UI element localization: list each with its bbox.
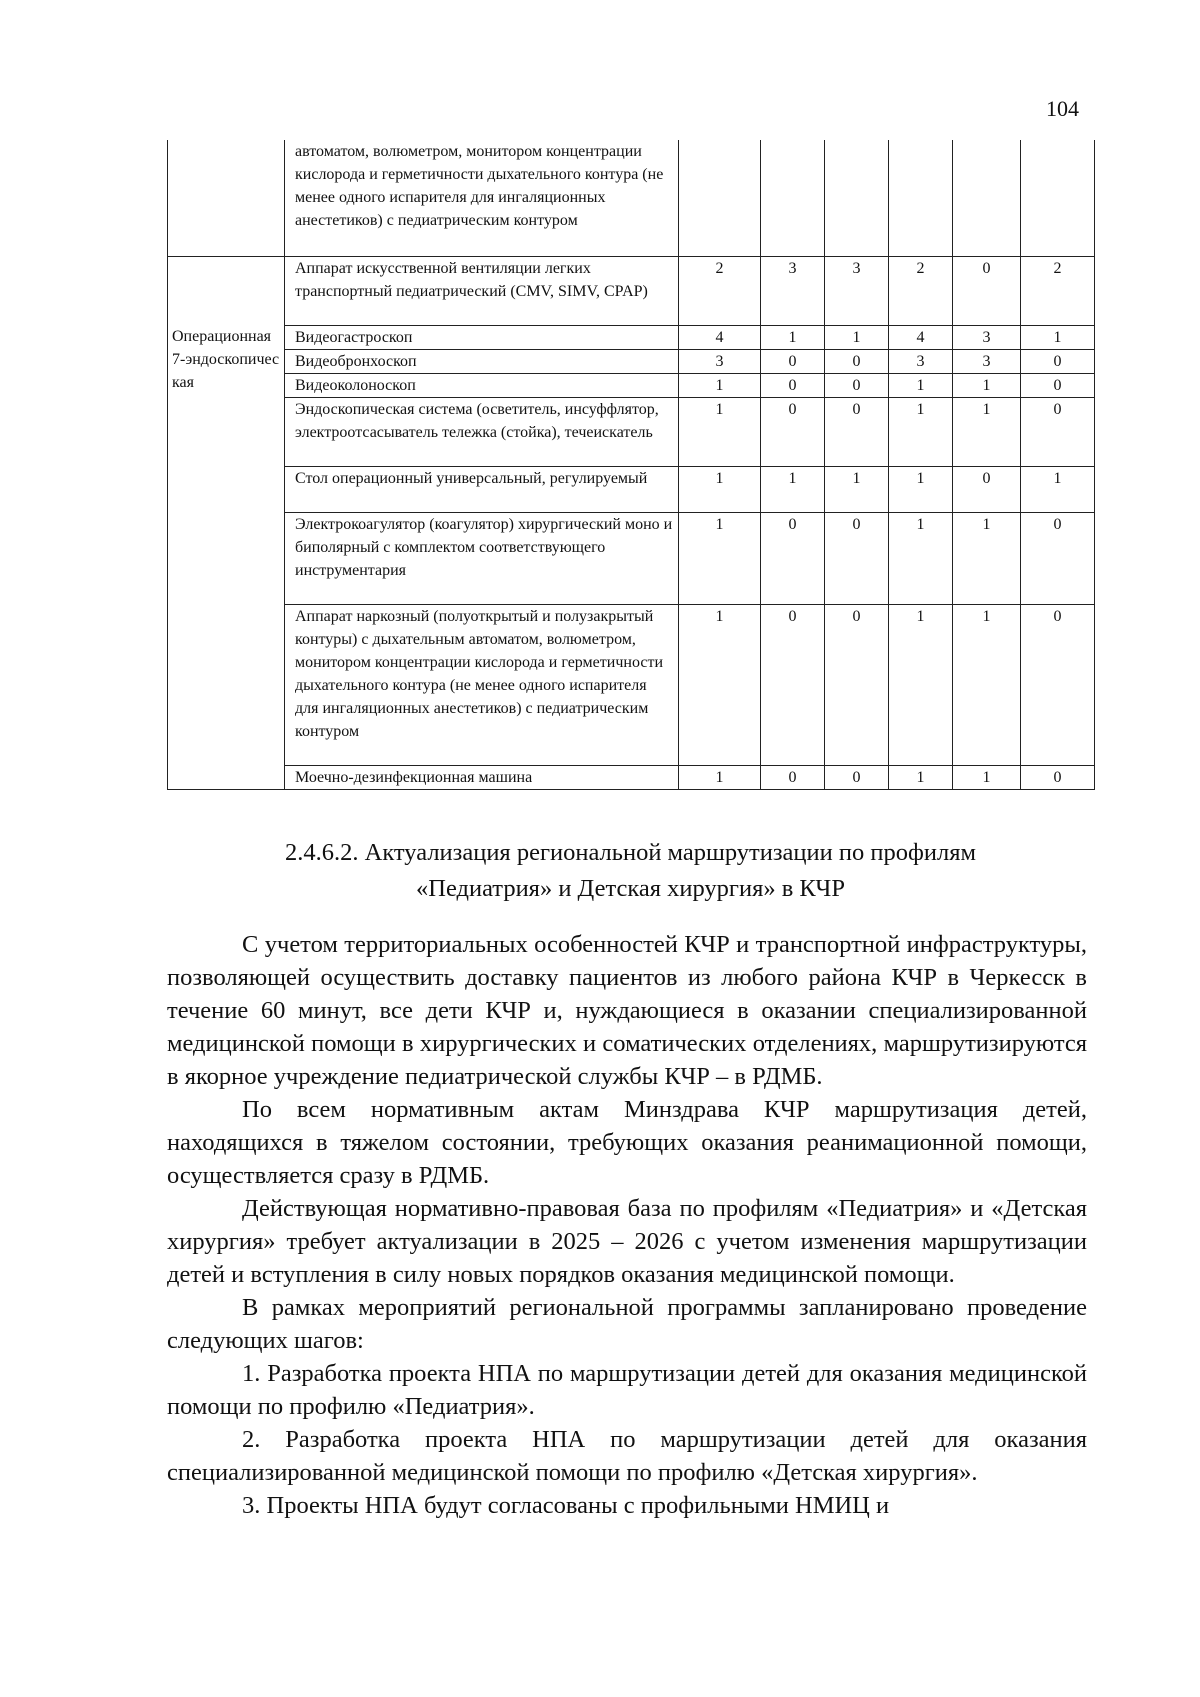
equipment-name: Эндоскопическая система (осветитель, инсуффлятор, электроотсасыватель тележка (стойка), течеискатель [285,397,679,466]
quantity-cell: 1 [953,373,1021,397]
quantity-cell: 0 [761,512,825,604]
quantity-cell [953,140,1021,256]
list-item-2: 2. Разработка проекта НПА по маршрутизации детей для оказания специализированной медицинской помощи по профилю «Детская хирургия». [167,1426,1087,1486]
quantity-cell: 0 [825,373,889,397]
section-label: Операционная 7-эндоскопическая [168,325,285,789]
body-text [167,928,1087,1522]
quantity-cell: 1 [953,604,1021,765]
page-number: 104 [1046,96,1079,121]
quantity-cell: 0 [761,397,825,466]
equipment-table-body [168,140,1095,789]
section-cell-blank [168,256,285,325]
quantity-cell: 3 [825,256,889,325]
quantity-cell: 0 [761,765,825,789]
equipment-name: Аппарат наркозный (полуоткрытый и полузакрытый контуры) с дыхательным автоматом, волюметром, монитором концентрации кислорода и герметичности дыхательного контура (не менее одного испарителя для ингаляционных анестетиков) с педиатрическим контуром [285,604,679,765]
quantity-cell: 0 [825,397,889,466]
quantity-cell: 1 [953,512,1021,604]
quantity-cell: 3 [953,349,1021,373]
quantity-cell: 0 [1021,765,1095,789]
quantity-cell: 0 [825,349,889,373]
quantity-cell: 0 [761,349,825,373]
quantity-cell: 0 [1021,604,1095,765]
quantity-cell: 1 [889,604,953,765]
paragraph-4: В рамках мероприятий региональной программы запланировано проведение следующих шагов: [167,1294,1087,1354]
equipment-name: Стол операционный универсальный, регулируемый [285,466,679,512]
quantity-cell: 0 [953,256,1021,325]
quantity-cell: 2 [679,256,761,325]
quantity-cell: 3 [761,256,825,325]
quantity-cell: 1 [889,512,953,604]
quantity-cell: 2 [1021,256,1095,325]
quantity-cell: 0 [1021,397,1095,466]
section-heading [167,835,1094,907]
quantity-cell: 1 [825,466,889,512]
equipment-name: Видеогастроскоп [285,325,679,349]
quantity-cell: 0 [1021,373,1095,397]
quantity-cell: 3 [889,349,953,373]
table-row [168,512,1095,604]
quantity-cell: 0 [761,373,825,397]
quantity-cell: 0 [825,604,889,765]
table-row [168,765,1095,789]
quantity-cell [679,140,761,256]
paragraph-3: Действующая нормативно-правовая база по профилям «Педиатрия» и «Детская хирургия» требует актуализации в 2025 – 2026 с учетом изменения маршрутизации детей и вступления в силу новых порядков оказания медицинской помощи. [167,1195,1087,1288]
quantity-cell: 0 [825,512,889,604]
equipment-name: Моечно-дезинфекционная машина [285,765,679,789]
quantity-cell: 1 [679,604,761,765]
quantity-cell [889,140,953,256]
quantity-cell: 1 [679,512,761,604]
quantity-cell: 0 [825,765,889,789]
paragraph-2: По всем нормативным актам Минздрава КЧР маршрутизация детей, находящихся в тяжелом состоянии, требующих оказания реанимационной помощи, осуществляется сразу в РДМБ. [167,1096,1087,1189]
table-row [168,256,1095,325]
quantity-cell: 3 [679,349,761,373]
equipment-name: автоматом, волюметром, монитором концентрации кислорода и герметичности дыхательного контура (не менее одного испарителя для ингаляционных анестетиков) с педиатрическим контуром [285,140,679,256]
quantity-cell: 1 [1021,466,1095,512]
quantity-cell: 4 [889,325,953,349]
equipment-name: Видеоколоноскоп [285,373,679,397]
table-row [168,140,1095,256]
quantity-cell: 1 [761,325,825,349]
table-row [168,466,1095,512]
quantity-cell: 1 [825,325,889,349]
quantity-cell: 0 [1021,512,1095,604]
list-item-1: 1. Разработка проекта НПА по маршрутизации детей для оказания медицинской помощи по профилю «Педиатрия». [167,1360,1087,1420]
quantity-cell: 1 [889,765,953,789]
quantity-cell: 1 [889,466,953,512]
quantity-cell: 1 [889,397,953,466]
quantity-cell: 1 [953,765,1021,789]
quantity-cell: 3 [953,325,1021,349]
quantity-cell: 1 [953,397,1021,466]
quantity-cell: 1 [679,397,761,466]
quantity-cell: 0 [761,604,825,765]
table-row [168,604,1095,765]
quantity-cell: 2 [889,256,953,325]
equipment-name: Аппарат искусственной вентиляции легких транспортный педиатрический (CMV, SIMV, CPAP) [285,256,679,325]
quantity-cell: 0 [953,466,1021,512]
table-row [168,373,1095,397]
quantity-cell: 1 [889,373,953,397]
equipment-table [167,140,1095,790]
section-cell [168,140,285,256]
quantity-cell: 1 [1021,325,1095,349]
quantity-cell [825,140,889,256]
quantity-cell [1021,140,1095,256]
table-row [168,397,1095,466]
quantity-cell: 0 [1021,349,1095,373]
quantity-cell [761,140,825,256]
section-heading-line-1: 2.4.6.2. Актуализация региональной маршрутизации по профилям [285,839,976,866]
quantity-cell: 1 [679,373,761,397]
equipment-name: Электрокоагулятор (коагулятор) хирургический моно и биполярный с комплектом соответствующего инструментария [285,512,679,604]
equipment-name: Видеобронхоскоп [285,349,679,373]
quantity-cell: 1 [679,765,761,789]
table-row [168,325,1095,349]
list-item-3: 3. Проекты НПА будут согласованы с профильными НМИЦ и [242,1492,890,1519]
quantity-cell: 1 [761,466,825,512]
table-row [168,349,1095,373]
paragraph-1: С учетом территориальных особенностей КЧР и транспортной инфраструктуры, позволяющей осуществить доставку пациентов из любого района КЧР в Черкесск в течение 60 минут, все дети КЧР и, нуждающиеся в оказании специализированной медицинской помощи в хирургических и соматических отделениях, маршрутизируются в якорное учреждение педиатрической службы КЧР – в РДМБ. [167,931,1087,1090]
quantity-cell: 4 [679,325,761,349]
section-heading-line-2: «Педиатрия» и Детская хирургия» в КЧР [416,875,845,902]
quantity-cell: 1 [679,466,761,512]
